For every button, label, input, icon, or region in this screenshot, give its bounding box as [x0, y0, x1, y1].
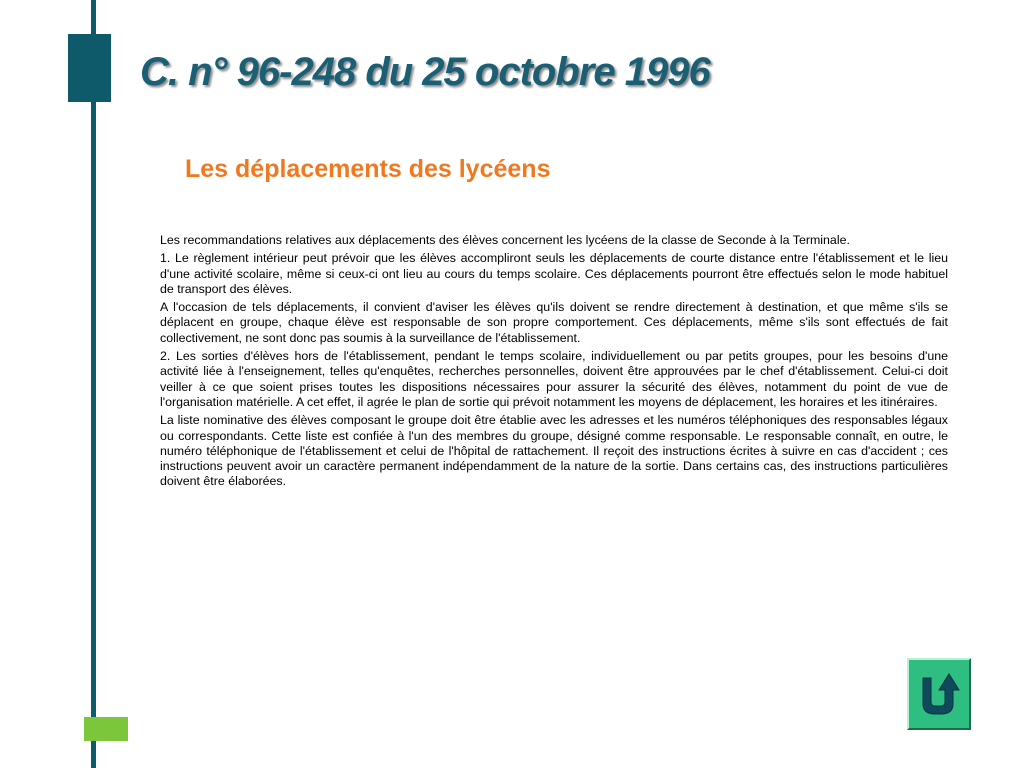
paragraph-intro: Les recommandations relatives aux déplacements des élèves concernent les lycéens de la classe de Seconde à la Terminale. — [160, 233, 850, 247]
slide-subtitle: Les déplacements des lycéens — [185, 155, 551, 183]
paragraph-point-1-followup: A l'occasion de tels déplacements, il convient d'aviser les élèves qu'ils doivent se rendre directement à destination, et que même s'ils se déplacent en groupe, chaque élève est responsable de son propre comportement. Ces déplacements, même s'ils sont effectués de fait collectivement, ne sont donc pas soumis à la surveillance de l'établissement. — [160, 300, 948, 345]
return-u-turn-arrow-icon — [915, 668, 963, 720]
paragraph-point-1: 1. Le règlement intérieur peut prévoir que les élèves accompliront seuls les déplacements de courte distance entre l'établissement et le lieu d'une activité scolaire, même si ceux-ci ont lieu au cours du temps scolaire. Ces déplacements pourront être effectués selon le mode habituel de transport des élèves. — [160, 251, 948, 296]
document-body — [160, 233, 948, 493]
left-vertical-rule — [91, 0, 96, 768]
title-accent-block — [68, 34, 111, 102]
slide-title: C. n° 96-248 du 25 octobre 1996 — [140, 50, 710, 94]
paragraph-point-2: 2. Les sorties d'élèves hors de l'établissement, pendant le temps scolaire, individuellement ou par petits groupes, pour les besoins d'une activité liée à l'enseignement, telles qu'enquêtes, recherches personnelles, doivent être approuvées par le chef d'établissement. Celui-ci doit veiller à ce que soient prises toutes les dispositions nécessaires pour assurer la sécurité des élèves, notamment du point de vue de l'organisation matérielle. A cet effet, il agrée le plan de sortie qui prévoit notamment les moyens de déplacement, les horaires et les itinéraires. — [160, 349, 948, 409]
return-button[interactable] — [907, 658, 971, 730]
paragraph-point-2-followup: La liste nominative des élèves composant le groupe doit être établie avec les adresses et les numéros téléphoniques des responsables légaux ou correspondants. Cette liste est confiée à l'un des membres du groupe, désigné comme responsable. Le responsable connaît, en outre, le numéro téléphonique de l'établissement et celui de l'hôpital de rattachement. Il reçoit des instructions écrites à suivre en cas d'accident ; ces instructions peuvent avoir un caractère permanent indépendamment de la nature de la sortie. Dans certains cas, des instructions particulières doivent être élaborées. — [160, 413, 948, 489]
footer-accent-block — [84, 717, 128, 741]
